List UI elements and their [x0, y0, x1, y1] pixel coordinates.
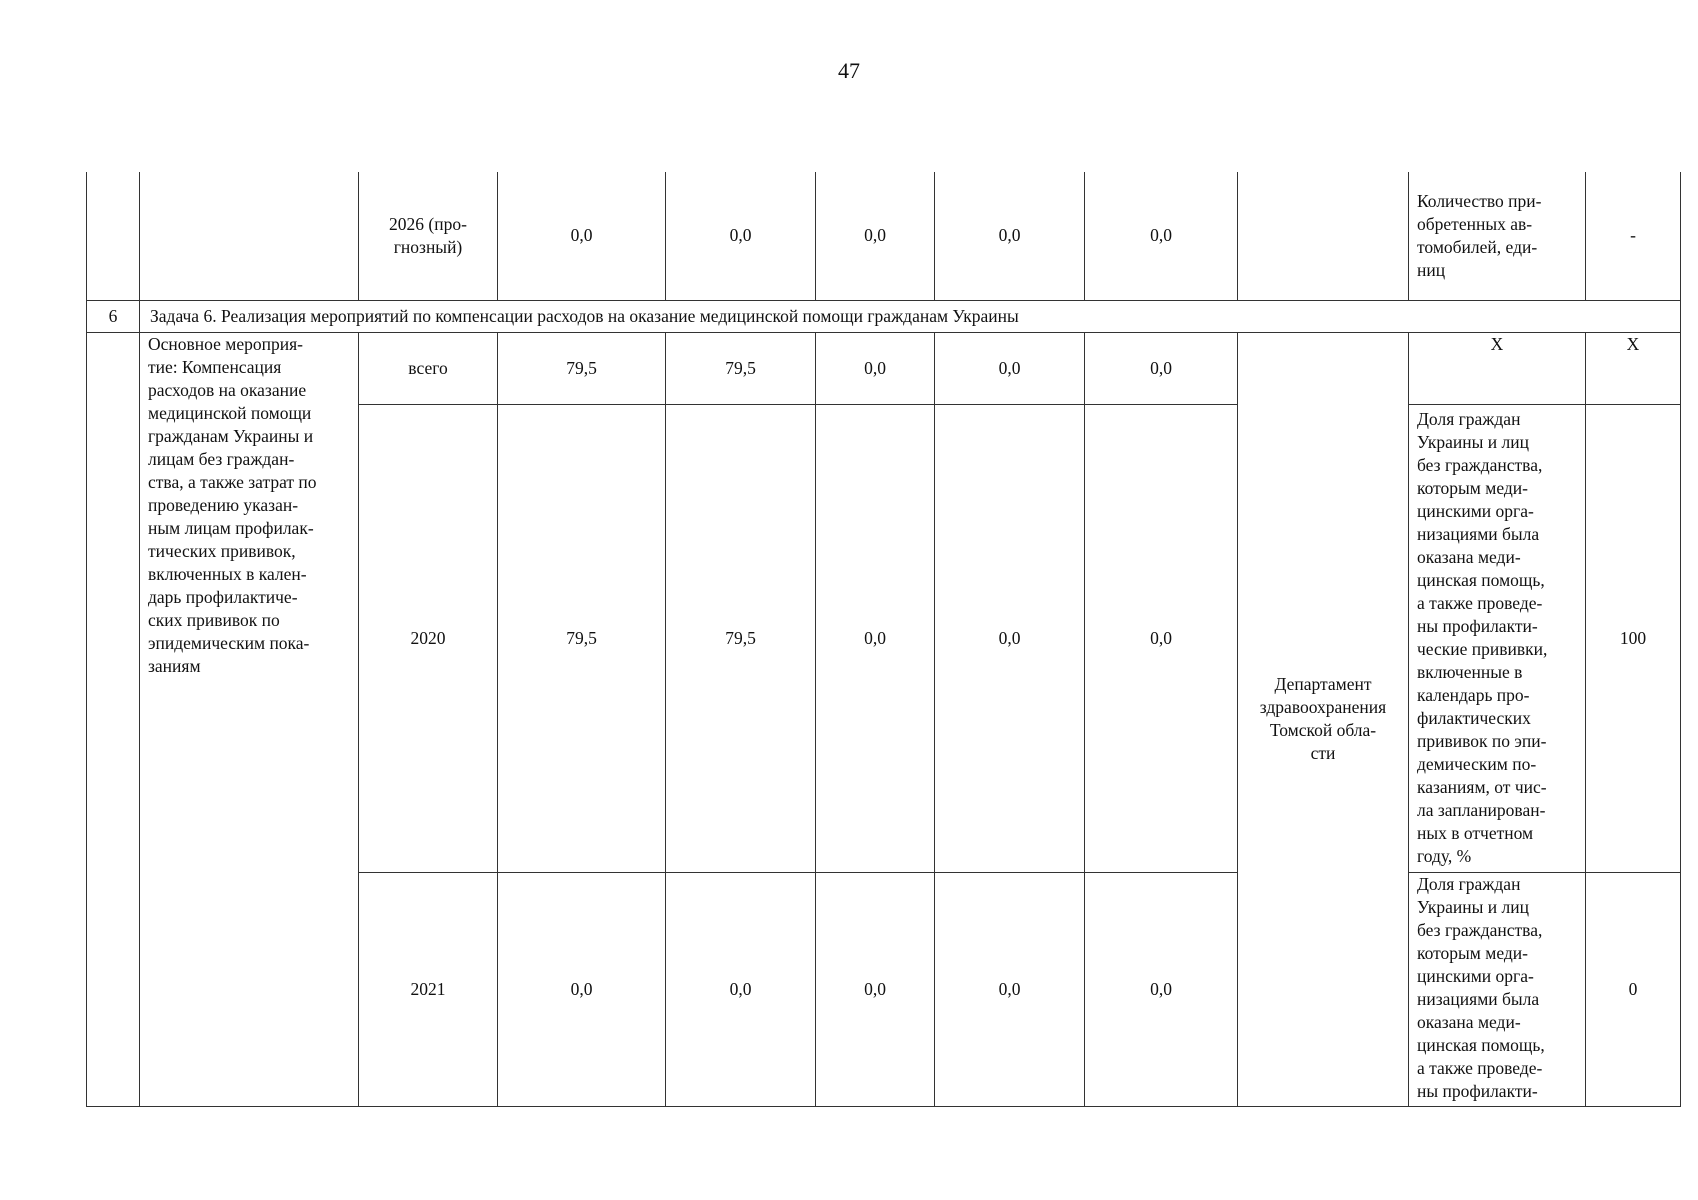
value-cell: 79,5: [666, 332, 816, 404]
value-cell: 0,0: [666, 172, 816, 300]
description-line: гражданам Украины и: [148, 425, 314, 446]
indicator-cell: [1409, 172, 1586, 300]
value-cell: 0,0: [816, 172, 935, 300]
cell-empty: [87, 172, 140, 300]
value-cell: 79,5: [498, 332, 666, 404]
indicator-value-cell: X: [1586, 332, 1681, 404]
task-title: Задача 6. Реализация мероприятий по компенсации расходов на оказание медицинской помощи гражданам Украины: [140, 300, 1681, 332]
indicator-line: а также проведе-: [1417, 593, 1543, 613]
value-cell: 0,0: [1085, 332, 1238, 404]
description-line: эпидемическим пока-: [148, 632, 310, 653]
indicator-value-cell: 100: [1586, 404, 1681, 872]
description-line: проведению указан-: [148, 494, 299, 515]
executor-line: Департамент: [1274, 674, 1372, 694]
table-row-2026: [87, 172, 1681, 300]
description-line: лицам без граждан-: [148, 448, 295, 469]
period-cell: всего: [359, 332, 498, 404]
indicator-line: без гражданства,: [1417, 455, 1543, 475]
indicator-line: низациями была: [1417, 988, 1540, 1009]
indicator-line: прививок по эпи-: [1417, 731, 1547, 751]
value-cell: 0,0: [816, 872, 935, 1106]
value-cell: 0,0: [498, 872, 666, 1106]
description-line: медицинской помощи: [148, 402, 312, 423]
indicator-line: Количество при-: [1417, 190, 1542, 211]
indicator-line: низациями была: [1417, 524, 1540, 544]
period-line: 2026 (про-: [389, 213, 467, 234]
indicator-line: без гражданства,: [1417, 919, 1543, 940]
indicator-line: включенные в: [1417, 662, 1523, 682]
value-cell: 0,0: [498, 172, 666, 300]
activity-description: [140, 332, 359, 1106]
indicator-line: ных в отчетном: [1417, 823, 1534, 843]
indicator-line: календарь про-: [1417, 685, 1530, 705]
value-cell: 0,0: [1085, 172, 1238, 300]
period-cell: 2021: [359, 872, 498, 1106]
value-cell: 0,0: [935, 404, 1085, 872]
page-number: 47: [838, 58, 860, 83]
period-line: гнозный): [393, 236, 463, 257]
value-cell: 79,5: [666, 404, 816, 872]
indicator-line: цинскими орга-: [1417, 965, 1534, 986]
value-cell: 0,0: [666, 872, 816, 1106]
description-line: дарь профилактиче-: [148, 586, 298, 607]
value-cell: 0,0: [816, 404, 935, 872]
value-cell: 0,0: [1085, 872, 1238, 1106]
executor-cell: [1238, 332, 1409, 1106]
table-row-total: [87, 332, 1681, 404]
value-cell: 0,0: [935, 872, 1085, 1106]
indicator-line: филактических: [1417, 708, 1531, 728]
description-line: включенных в кален-: [148, 563, 307, 584]
indicator-cell: [1409, 872, 1586, 1106]
description-line: расходов на оказание: [148, 379, 307, 400]
indicator-line: цинскими орга-: [1417, 501, 1534, 521]
description-line: тие: Компенсация: [148, 356, 282, 377]
indicator-line: Украины и лиц: [1417, 432, 1529, 452]
indicator-line: ны профилакти-: [1417, 616, 1538, 636]
indicator-line: цинская помощь,: [1417, 570, 1545, 590]
indicator-value-cell: -: [1586, 172, 1681, 300]
indicator-line: томобилей, еди-: [1417, 236, 1538, 257]
indicator-line: году, %: [1417, 846, 1472, 866]
value-cell: 0,0: [935, 172, 1085, 300]
value-cell: 79,5: [498, 404, 666, 872]
period-cell: [359, 172, 498, 300]
value-cell: 0,0: [816, 332, 935, 404]
indicator-line: обретенных ав-: [1417, 213, 1533, 234]
task-number: 6: [87, 300, 140, 332]
value-cell: 0,0: [1085, 404, 1238, 872]
description-line: ства, а также затрат по: [148, 471, 317, 492]
program-table: [86, 172, 1681, 1107]
description-line: ских прививок по: [148, 609, 280, 630]
indicator-line: которым меди-: [1417, 942, 1528, 963]
indicator-line: оказана меди-: [1417, 547, 1521, 567]
indicator-line: которым меди-: [1417, 478, 1528, 498]
period-cell: 2020: [359, 404, 498, 872]
indicator-line: ческие прививки,: [1417, 639, 1548, 659]
task-row: [87, 300, 1681, 332]
cell-empty: [140, 172, 359, 300]
indicator-line: ниц: [1417, 259, 1446, 280]
indicator-line: ла запланирован-: [1417, 800, 1546, 820]
description-line: заниям: [148, 655, 201, 676]
indicator-line: цинская помощь,: [1417, 1034, 1545, 1055]
description-line: Основное мероприя-: [148, 333, 303, 354]
cell-empty: [1238, 172, 1409, 300]
indicator-line: а также проведе-: [1417, 1057, 1543, 1078]
executor-line: Томской обла-: [1269, 720, 1377, 740]
indicator-value-cell: 0: [1586, 872, 1681, 1106]
executor-line: сти: [1310, 743, 1336, 763]
indicator-line: оказана меди-: [1417, 1011, 1521, 1032]
description-line: ным лицам профилак-: [148, 517, 314, 538]
executor-line: здравоохранения: [1259, 697, 1387, 717]
cell-empty: [87, 332, 140, 1106]
indicator-line: демическим по-: [1417, 754, 1537, 774]
indicator-line: ны профилакти-: [1417, 1080, 1538, 1101]
indicator-line: Доля граждан: [1417, 409, 1521, 429]
indicator-line: Украины и лиц: [1417, 896, 1529, 917]
indicator-cell: X: [1409, 332, 1586, 404]
description-line: тических прививок,: [148, 540, 296, 561]
indicator-line: казаниям, от чис-: [1417, 777, 1547, 797]
value-cell: 0,0: [935, 332, 1085, 404]
indicator-line: Доля граждан: [1417, 873, 1521, 894]
indicator-cell: [1409, 404, 1586, 872]
